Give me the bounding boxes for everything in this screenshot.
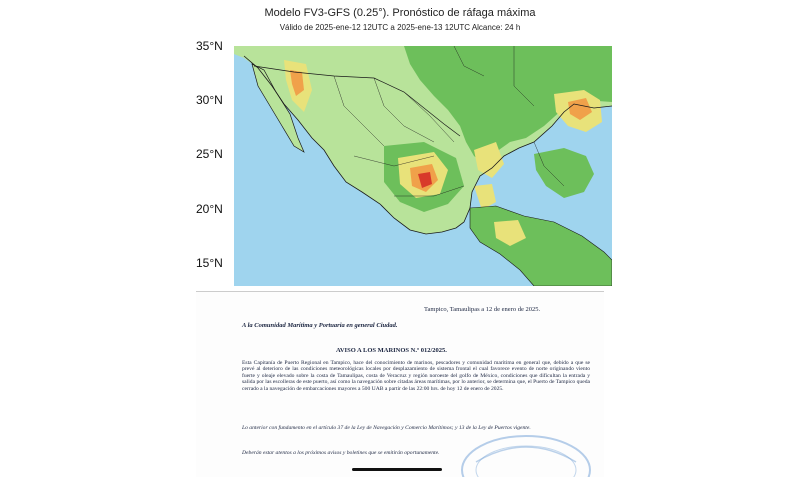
lat-label-35: 35°N — [196, 39, 223, 53]
notice-heading: AVISO A LOS MARINOS N.º 012/2025. — [336, 347, 447, 354]
official-stamp — [456, 422, 596, 477]
lat-label-30: 30°N — [196, 93, 223, 107]
notice-place-date: Tampico, Tamaulipas a 12 de enero de 2025. — [424, 306, 541, 313]
lat-label-25: 25°N — [196, 147, 223, 161]
notice-closing: Deberán estar atentos a los próximos avisos y boletines que se emitirán oportunamente. — [242, 450, 440, 456]
map-title: Modelo FV3-GFS (0.25°). Pronóstico de ráfaga máxima — [264, 7, 536, 19]
map-subtitle: Válido de 2025-ene-12 12UTC a 2025-ene-13 12UTC Alcance: 24 h — [279, 23, 521, 32]
wind-gust-map — [234, 46, 612, 286]
notice-body: Esta Capitanía de Puerto Regional en Tampico, hace del conocimiento de marinos, pescadores y comunidad marítima en general que, debido a que se prevé al deterioro de las condiciones meteorológicas locales por desplazamiento de sistema frontal el cual favorece evento de norte originando viento fuerte y oleaje elevado sobre la costa de Tamaulipas, costa de Veracruz y región noroeste del golfo de México, condiciones que dificultan la entrada y salida por las escolleras de este puerto, así como la navegación sobre citadas áreas marítimas, por lo anterior, se determina que, el Puerto de Tampico queda cerrado a la navegación de embarcaciones mayores a 500 UAB a partir de las 22:00 hrs. de hoy 12 de enero de 2025. — [242, 360, 590, 392]
lat-label-20: 20°N — [196, 202, 223, 216]
home-indicator — [352, 468, 442, 471]
lat-label-15: 15°N — [196, 256, 223, 270]
notice-document — [196, 291, 604, 477]
notice-legal: Lo anterior con fundamento en el artículo 37 de la Ley de Navegación y Comercio Marítimos; y 13 de la Ley de Puertos vigente. — [242, 425, 531, 431]
notice-addressee: A la Comunidad Marítima y Portuaria en general Ciudad. — [242, 322, 398, 329]
